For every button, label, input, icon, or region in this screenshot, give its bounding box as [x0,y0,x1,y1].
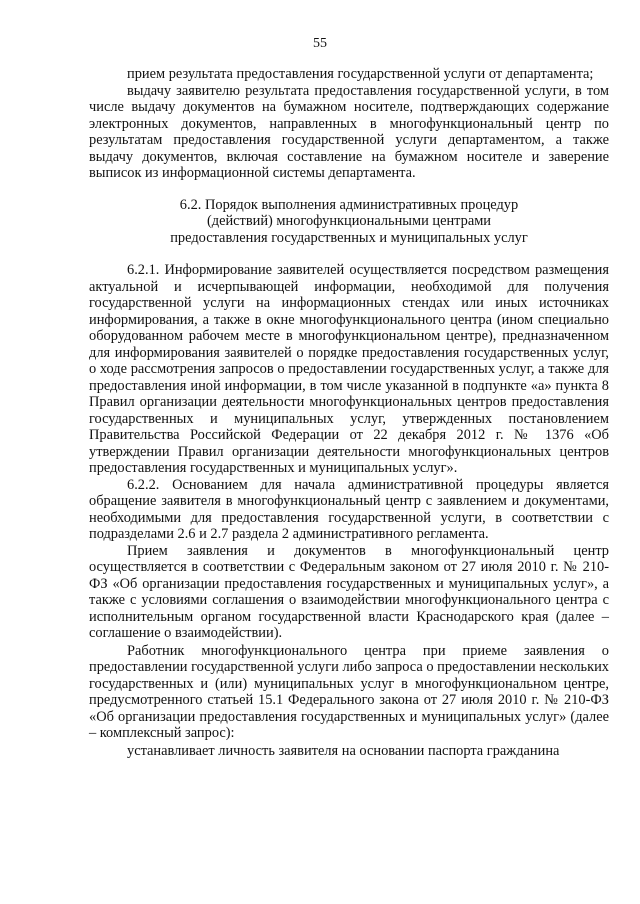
document-body [89,66,609,759]
intro-paragraph-1: прием результата предоставления государственной услуги от департамента; [127,66,594,82]
section-heading-line-3: предоставления государственных и муниципальных услуг [170,229,528,246]
paragraph-6-2-2: 6.2.2. Основанием для начала административной процедуры является обращение заявителя в многофункциональный центр с заявлением и документами, необходимыми для предоставления государственной услуги, в соответствии с подразделами 2.6 и 2.7 раздела 2 административного регламента. [89,476,609,542]
section-heading-line-2: (действий) многофункциональными центрами [206,213,492,229]
paragraph-6-2-1: 6.2.1. Информирование заявителей осуществляется посредством размещения актуальной и исчерпывающей информации, необходимой для получения государственной услуги на информационных стендах или иных источниках информирования, а также в окне многофункционального центра (ином специально оборудованном рабочем месте в многофункциональном центре), предназначенном для информирования заявителей о порядке предоставления государственных услуг, о ходе рассмотрения запросов о предоставлении государственных услуг, а также для предоставления иной информации, в том числе указанной в подпункте «а» пункта 8 Правил организации деятельности многофункциональных центров предоставления государственных и муниципальных услуг, утвержденных постановлением Правительства Российской Федерации от 22 декабря 2012 г. № 1376 «Об утверждении Правил организации деятельности многофункциональных центров предоставления государственных и муниципальных услуг». [89,262,609,476]
page-number: 55 [313,36,327,51]
intro-paragraph-2: выдачу заявителю результата предоставления государственной услуги, в том числе выдачу документов на бумажном носителе, подтверждающих содержание электронных документов, направленных в многофункциональный центр по результатам предоставления государственной услуги департаментом, а также выдачу документов, включая составление на бумажном носителе и заверение выписок из информационной системы департамента. [89,82,609,181]
paragraph-worker: Работник многофункционального центра при приеме заявления о предоставлении государственной услуги либо запроса о предоставлении нескольких государственных и (или) муниципальных услуг в многофункциональном центре, предусмотренного статьей 15.1 Федерального закона от 27 июля 2010 г. № 210-ФЗ «Об организации предоставления государственных и муниципальных услуг» (далее – комплексный запрос): [89,642,609,741]
section-heading-line-1: 6.2. Порядок выполнения административных процедур [179,196,519,213]
paragraph-reception: Прием заявления и документов в многофункциональный центр осуществляется в соответствии с Федеральным законом от 27 июля 2010 г. № 210-ФЗ «Об организации предоставления государственных и муниципальных услуг», а также с условиями соглашения о взаимодействии многофункционального центра с исполнительным органом государственной власти Краснодарского края (далее – соглашение о взаимодействии). [89,542,609,641]
paragraph-identity: устанавливает личность заявителя на основании паспорта гражданина [127,742,560,759]
section-heading [89,197,609,247]
